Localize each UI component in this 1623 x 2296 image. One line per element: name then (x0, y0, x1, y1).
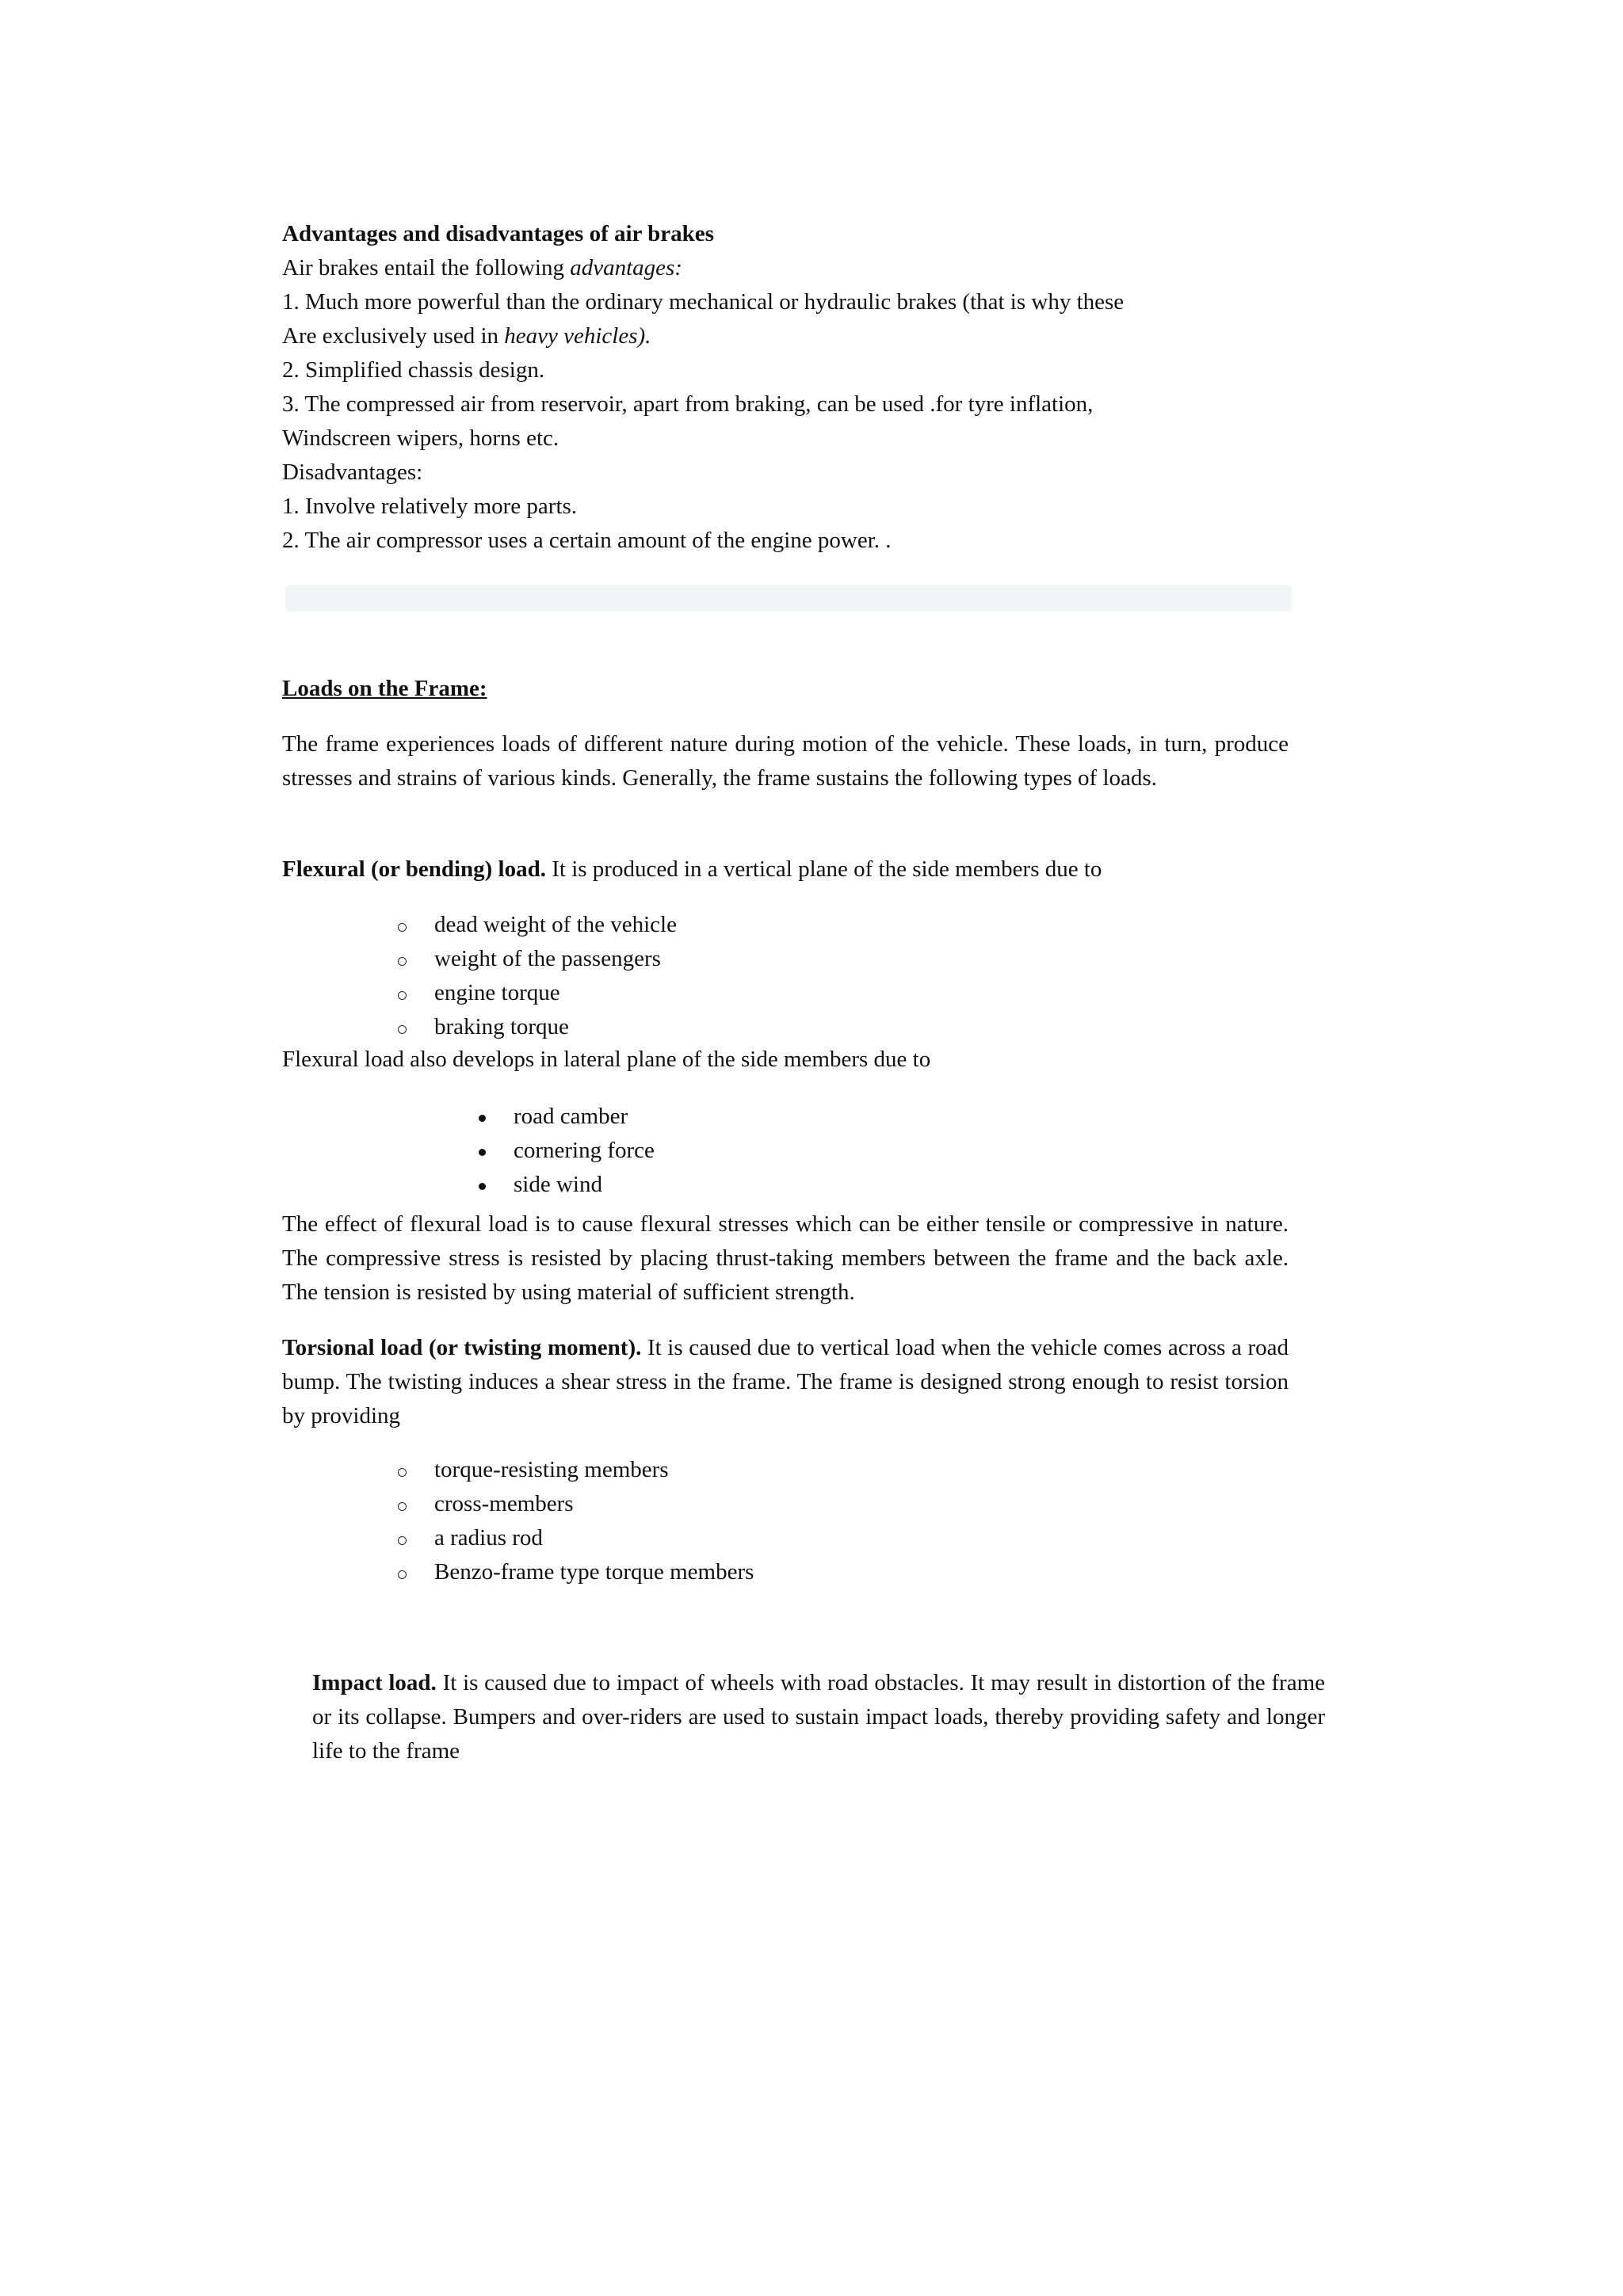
list-item: road camber (472, 1100, 655, 1134)
advantage-1-line-2 (282, 319, 651, 353)
advantage-3-line-1: 3. The compressed air from reservoir, apart from braking, can be used .for tyre inflation, (282, 391, 1094, 417)
disadvantages-label: Disadvantages: (282, 460, 423, 485)
disadvantage-2: 2. The air compressor uses a certain amount of the engine power. . (282, 528, 892, 553)
advantage-3-line-2: Windscreen wipers, horns etc. (282, 425, 559, 451)
torsional-title: Torsional load (or twisting moment). (282, 1335, 642, 1360)
impact-text: It is caused due to impact of wheels with road obstacles. It may result in distortion of the frame or its collapse. Bumpers and over-riders are used to sustain impact loads, thereby providing safety and longer life to the frame (312, 1670, 1326, 1764)
air-brakes-intro (282, 251, 682, 285)
flexural-vertical-list (393, 908, 677, 1044)
list-item: engine torque (393, 976, 677, 1010)
flexural-lateral-list (472, 1100, 655, 1202)
advantage-1-line-1: 1. Much more powerful than the ordinary mechanical or hydraulic brakes (that is why these (282, 289, 1125, 315)
list-item: Benzo-frame type torque members (393, 1555, 754, 1589)
torsional-list (393, 1453, 754, 1589)
list-item: weight of the passengers (393, 942, 677, 976)
list-item: side wind (472, 1168, 655, 1202)
advantage-1-line-2-text: Are exclusively used in (282, 323, 505, 349)
air-brakes-intro-italic: advantages: (570, 255, 682, 280)
list-item: cornering force (472, 1134, 655, 1168)
list-item: braking torque (393, 1010, 677, 1044)
impact-paragraph (312, 1666, 1325, 1768)
flexural-paragraph (282, 852, 1102, 887)
list-item: cross-members (393, 1487, 754, 1521)
disadvantage-1: 1. Involve relatively more parts. (282, 494, 578, 519)
advantage-2: 2. Simplified chassis design. (282, 357, 545, 383)
scan-artifact-band (285, 585, 1292, 612)
advantage-1-line-2-italic: heavy vehicles). (504, 323, 651, 349)
torsional-text: It is caused due to vertical load when the vehicle comes across a road bump. The twisting induces a shear stress in the frame. The frame is designed strong enough to resist torsion by providing (282, 1335, 1289, 1428)
loads-heading: Loads on the Frame: (282, 676, 487, 701)
air-brakes-heading: Advantages and disadvantages of air brakes (282, 221, 714, 246)
list-item: a radius rod (393, 1521, 754, 1555)
impact-title: Impact load. (312, 1670, 437, 1695)
flexural-effect-paragraph: The effect of flexural load is to cause flexural stresses which can be either tensile or compressive in nature. The compressive stress is resisted by placing thrust-taking members between the frame and the back axle. The tension is resisted by using material of sufficient strength. (282, 1211, 1289, 1305)
flexural-title: Flexural (or bending) load. (282, 856, 546, 882)
list-item: dead weight of the vehicle (393, 908, 677, 942)
flexural-text: It is produced in a vertical plane of the side members due to (552, 856, 1102, 882)
torsional-paragraph (282, 1331, 1289, 1433)
list-item: torque-resisting members (393, 1453, 754, 1487)
flexural-lateral-text: Flexural load also develops in lateral plane of the side members due to (282, 1047, 931, 1072)
loads-intro-paragraph: The frame experiences loads of different nature during motion of the vehicle. These loads, in turn, produce stresses and strains of various kinds. Generally, the frame sustains the following types of loads. (282, 731, 1289, 791)
air-brakes-intro-text: Air brakes entail the following (282, 255, 571, 280)
